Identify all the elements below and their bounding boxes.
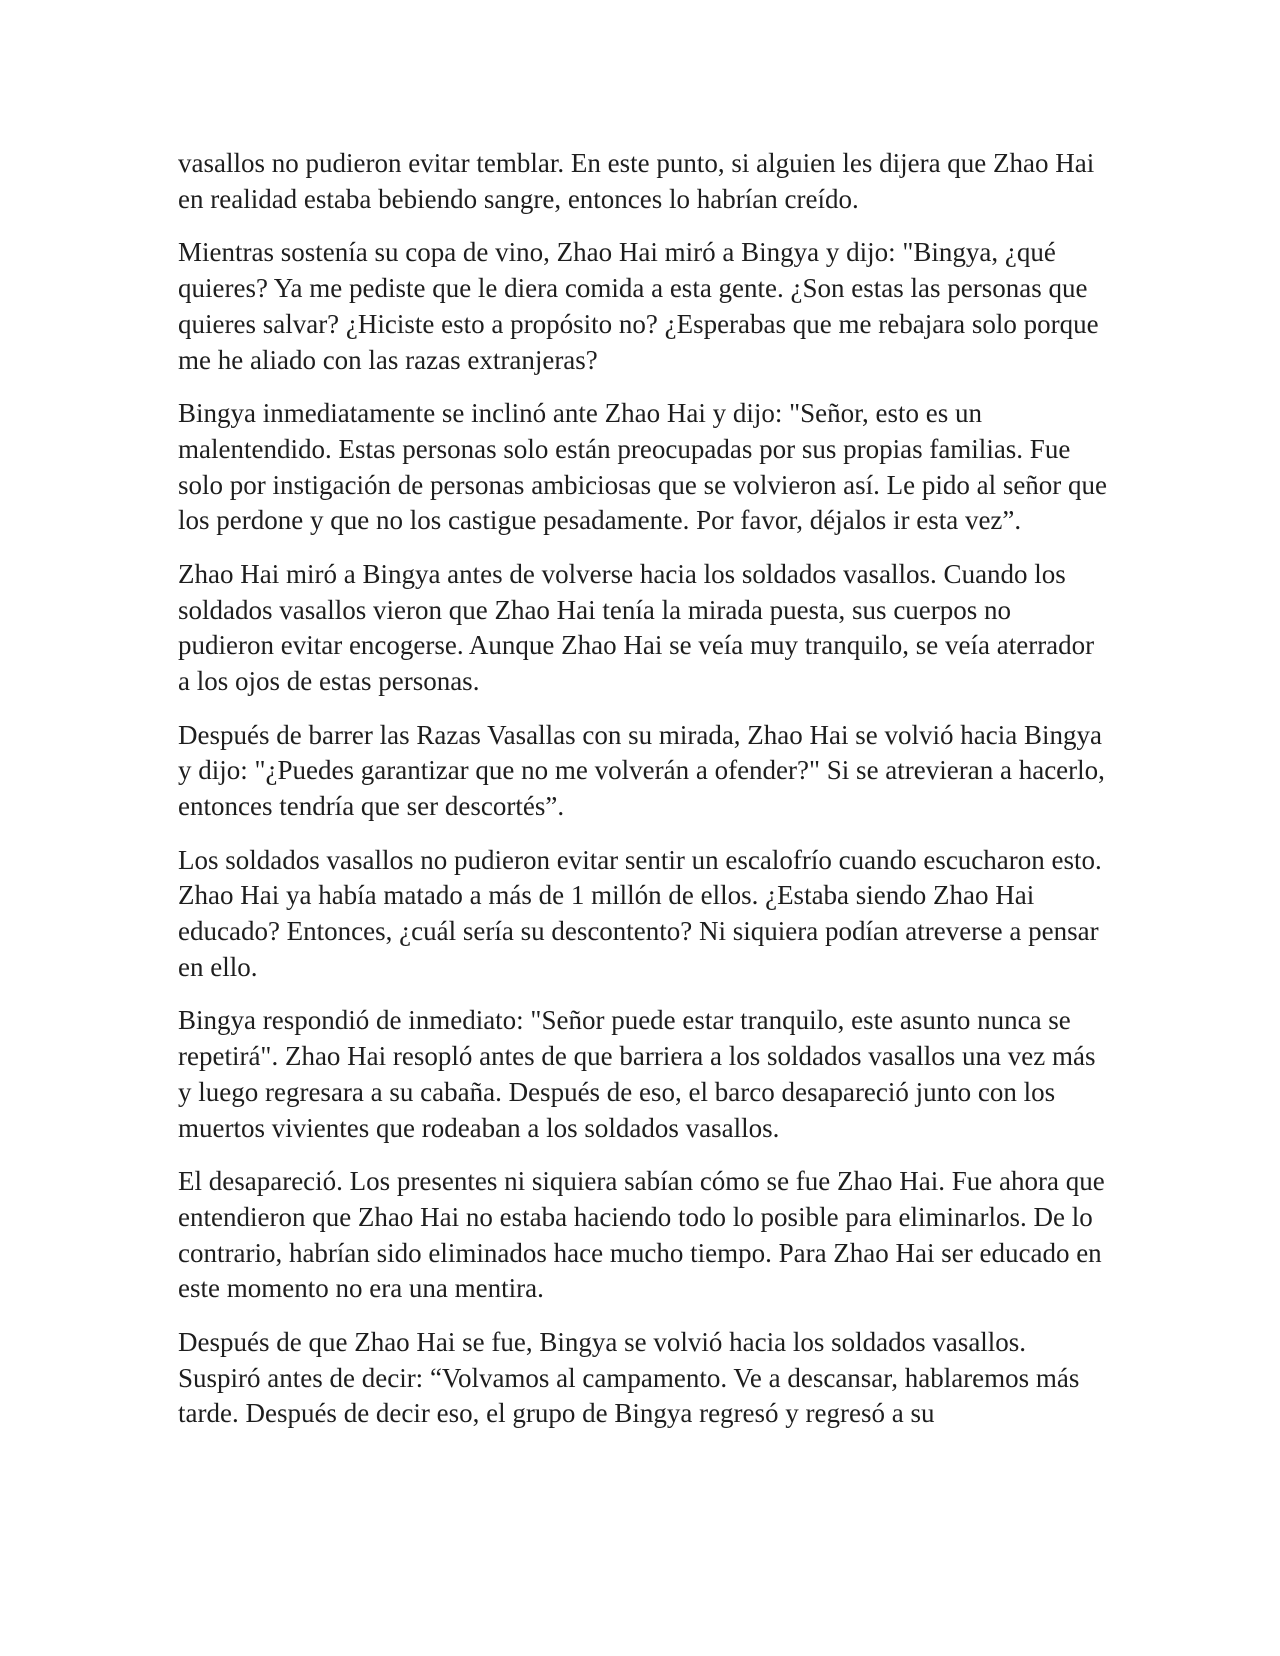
paragraph-6: Los soldados vasallos no pudieron evitar sentir un escalofrío cuando escucharon esto. Zhao Hai ya había matado a más de 1 millón de ellos. ¿Estaba siendo Zhao Hai educado? Entonces, ¿cuál sería su descontento? Ni siquiera podían atreverse a pensar en ello. bbox=[178, 844, 1102, 982]
paragraph-9: Después de que Zhao Hai se fue, Bingya se volvió hacia los soldados vasallos. Suspiró antes de decir: “Volvamos al campamento. Ve a descansar, hablaremos más tarde. Después de decir eso, el grupo de Bingya regresó y regresó a su bbox=[178, 1326, 1080, 1429]
paragraph-1: vasallos no pudieron evitar temblar. En este punto, si alguien les dijera que Zhao Hai en realidad estaba bebiendo sangre, entonces lo habrían creído. bbox=[178, 148, 1095, 214]
paragraph-7: Bingya respondió de inmediato: "Señor puede estar tranquilo, este asunto nunca se repetirá". Zhao Hai resopló antes de que barriera a los soldados vasallos una vez más y luego regresara a su cabaña. Después de eso, el barco desapareció junto con los muertos vivientes que rodeaban a los soldados vasallos. bbox=[178, 1005, 1096, 1143]
paragraph-2: Mientras sostenía su copa de vino, Zhao Hai miró a Bingya y dijo: "Bingya, ¿qué quieres? Ya me pediste que le diera comida a esta gente. ¿Son estas las personas que quieres salvar? ¿Hiciste esto a propósito no? ¿Esperabas que me rebajara solo porque me he aliado con las razas extranjeras? bbox=[178, 237, 1099, 375]
paragraph-3: Bingya inmediatamente se inclinó ante Zhao Hai y dijo: "Señor, esto es un malentendido. Estas personas solo están preocupadas por sus propias familias. Fue solo por instigación de personas ambiciosas que se volvieron así. Le pido al señor que los perdone y que no los castigue pesadamente. Por favor, déjalos ir esta vez”. bbox=[178, 397, 1108, 536]
paragraph-5: Después de barrer las Razas Vasallas con su mirada, Zhao Hai se volvió hacia Bingya y dijo: "¿Puedes garantizar que no me volverán a ofender?" Si se atrevieran a hacerlo, entonces tendría que ser descortés”. bbox=[178, 719, 1105, 822]
paragraph-4: Zhao Hai miró a Bingya antes de volverse hacia los soldados vasallos. Cuando los soldados vasallos vieron que Zhao Hai tenía la mirada puesta, sus cuerpos no pudieron evitar encogerse. Aunque Zhao Hai se veía muy tranquilo, se veía aterrador a los ojos de estas personas. bbox=[178, 558, 1095, 697]
document-body bbox=[178, 146, 1108, 1450]
paragraph-8: El desapareció. Los presentes ni siquiera sabían cómo se fue Zhao Hai. Fue ahora que entendieron que Zhao Hai no estaba haciendo todo lo posible para eliminarlos. De lo contrario, habrían sido eliminados hace mucho tiempo. Para Zhao Hai ser educado en este momento no era una mentira. bbox=[178, 1166, 1105, 1304]
